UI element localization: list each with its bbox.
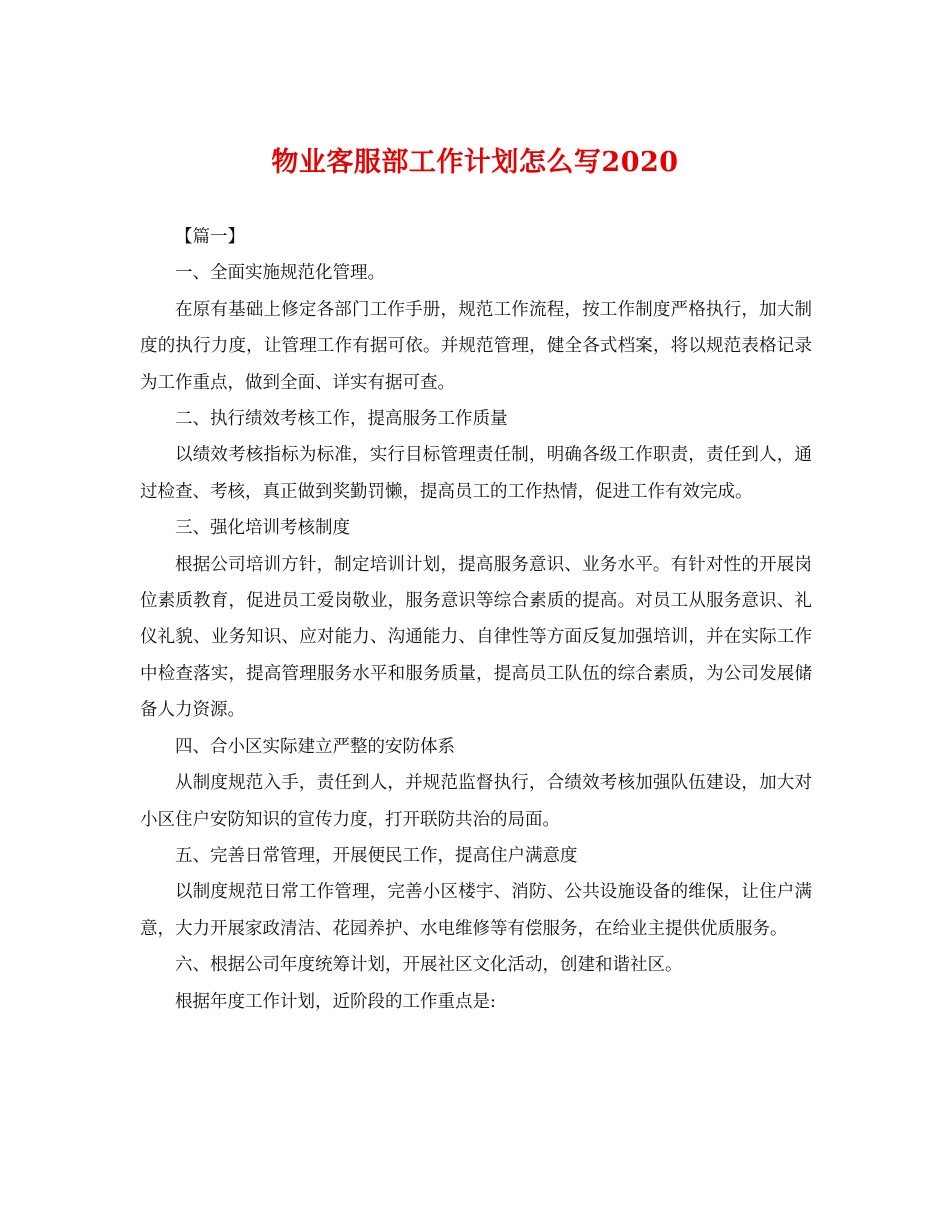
paragraph-6: 根据年度工作计划，近阶段的工作重点是: [175,991,496,1012]
paragraph-2: 以绩效考核指标为标准，实行目标管理责任制，明确各级工作职责，责任到人，通过检查、考核，真正做到奖勤罚懒，提高员工的工作热情，促进工作有效完成。 [140,445,812,502]
document-title: 物业客服部工作计划怎么写2020 [271,147,679,178]
heading-6: 六、根据公司年度统筹计划，开展社区文化活动，创建和谐社区。 [175,955,683,976]
paragraph-4: 从制度规范入手，责任到人，并规范监督执行，合绩效考核加强队伍建设，加大对小区住户安防知识的宣传力度，打开联防共治的局面。 [140,773,812,830]
document-body [140,219,812,1020]
heading-3: 三、强化培训考核制度 [175,518,350,539]
heading-5: 五、完善日常管理，开展便民工作，提高住户满意度 [175,845,578,866]
heading-4: 四、合小区实际建立严整的安防体系 [175,736,455,757]
paragraph-5: 以制度规范日常工作管理，完善小区楼宇、消防、公共设施设备的维保，让住户满意，大力开展家政清洁、花园养护、水电维修等有偿服务，在给业主提供优质服务。 [140,882,812,939]
heading-1: 一、全面实施规范化管理。 [175,263,385,284]
section-label: 【篇一】 [175,227,245,247]
paragraph-3: 根据公司培训方针，制定培训计划，提高服务意识、业务水平。有针对性的开展岗位素质教育，促进员工爱岗敬业，服务意识等综合素质的提高。对员工从服务意识、礼仪礼貌、业务知识、应对能力、沟通能力、自律性等方面反复加强培训，并在实际工作中检查落实，提高管理服务水平和服务质量，提高员工队伍的综合素质，为公司发展储备人力资源。 [140,554,812,721]
heading-2: 二、执行绩效考核工作，提高服务工作质量 [175,409,508,430]
paragraph-1: 在原有基础上修定各部门工作手册，规范工作流程，按工作制度严格执行，加大制度的执行力度，让管理工作有据可依。并规范管理，健全各式档案，将以规范表格记录为工作重点，做到全面、详实有据可查。 [140,299,812,393]
